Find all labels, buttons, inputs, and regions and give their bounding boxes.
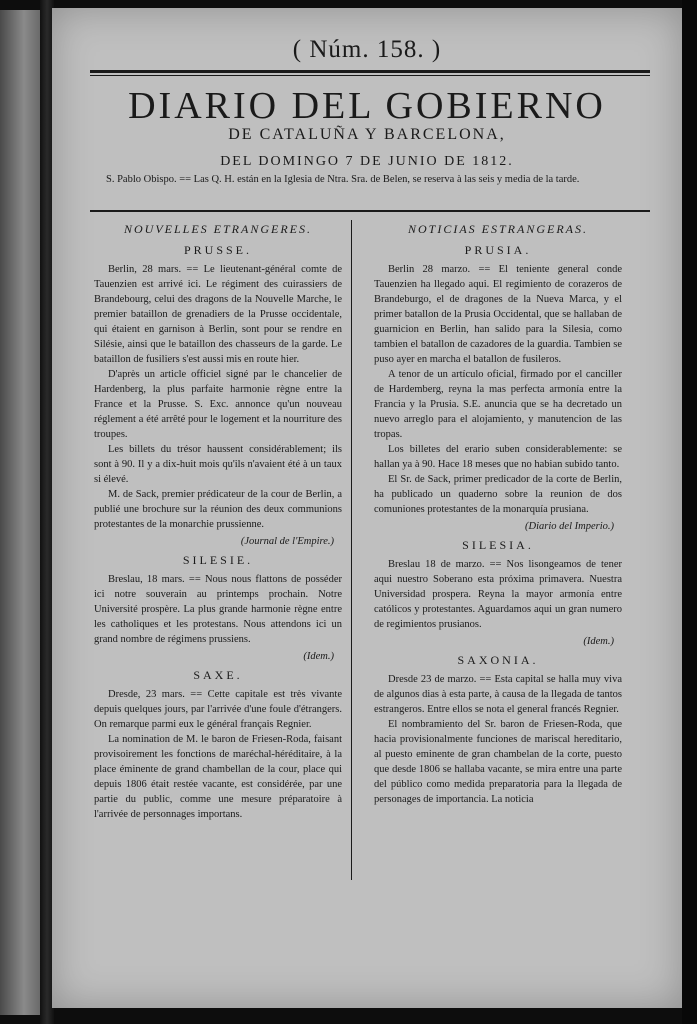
left-column xyxy=(94,222,342,822)
article-source: (Idem.) xyxy=(303,651,334,662)
article-paragraph: El Sr. de Sack, primer predicador de la corte de Berlin, ha publicado un quaderno sobre la reunion de dos comuniones protestantes de la monarquía prusiana. xyxy=(374,474,622,515)
saint-notice: S. Pablo Obispo. == Las Q. H. están en la Iglesia de Ntra. Sra. de Belen, se reserva à las seis y media de la tarde. xyxy=(106,174,580,185)
facing-page-edge xyxy=(0,10,40,1015)
section-heading: SILESIE. xyxy=(182,553,254,567)
article-paragraph: A tenor de un artículo oficial, firmado por el canciller de Hardemberg, reyna la mas perfecta armonía entre la Francia y la Prusia. S.E. anuncia que se ha decretado un nuevo arreglo para el alojamiento, y manutencion de las tropas. xyxy=(374,369,622,440)
article-paragraph: Breslau, 18 mars. == Nous nous flattons de posséder ici notre souverain au printemps prochain. Notre Université prospère. La plus grande harmonie règne entre les catholiques et les protestans. Nous attendons ici un grand nombre de régimens prussiens. xyxy=(94,574,342,645)
newspaper-page xyxy=(52,8,682,1008)
article-paragraph: Berlin 28 marzo. == El teniente general conde Tauenzien ha llegado aqui. El regimiento de corazeros de Brandeburgo, el de dragones de la Nueva Marca, y el primer batallon de la Prusia Occidental, que se hallaban de guarnicion en Berlin, han salido para la Silesia, como tambien el batallon de cazadores de la guardia. Tambien se puso ayer en marcha el batallon de fusileros. xyxy=(374,264,622,365)
article-paragraph: Dresde 23 de marzo. == Esta capital se halla muy viva de algunos dias à esta parte, à causa de la llegada de tantos estrangeros. Entre ellos se nota el general francés Regnier. xyxy=(374,674,622,715)
masthead-title: DIARIO DEL GOBIERNO xyxy=(128,85,606,127)
top-rule xyxy=(90,70,650,76)
article-source: (Journal de l'Empire.) xyxy=(240,536,334,547)
section-heading: SAXONIA. xyxy=(457,653,539,667)
article-paragraph: M. de Sack, premier prédicateur de la cour de Berlin, a publié une brochure sur la réunion des deux communions protestantes de la monarchie prussienne. xyxy=(94,489,342,530)
article-paragraph: La nomination de M. le baron de Friesen-Roda, faisant provisoirement les fonctions de maréchal-héréditaire, à la place éminente de grand chambellan de la cour, place qui depuis 1806 était restée vacante, est considérée, par une partie du public, comme une mesure préparatoire à l'arrivée de personnages importans. xyxy=(94,734,342,820)
issue-number: ( Núm. 158. ) xyxy=(292,36,442,63)
left-column-title: NOUVELLES ETRANGERES. xyxy=(124,222,312,236)
right-column-title: NOTICIAS ESTRANGERAS. xyxy=(408,222,588,236)
article-source: (Diario del Imperio.) xyxy=(525,521,614,532)
header-rule xyxy=(90,210,650,212)
section-heading: SILESIA. xyxy=(462,538,534,552)
section-heading: SAXE. xyxy=(193,668,243,682)
page-edge-shadow xyxy=(682,0,697,1024)
article-paragraph: Les billets du trésor haussent considérablement; ils sont à 90. Il y a dix-huit mois qu'ils n'avaient été à un taux si élevé. xyxy=(94,444,342,485)
article-paragraph: D'après un article officiel signé par le chancelier de Hardenberg, la plus parfaite harmonie règne entre la France et la Prusse. S. Exc. annonce qu'un nouveau réglement a été arrêté pour le logement et la nourriture des troupes. xyxy=(94,369,342,440)
article-paragraph: Dresde, 23 mars. == Cette capitale est très vivante depuis quelques jours, par l'arrivée d'une foule d'étrangers. On remarque parmi eux le général français Regnier. xyxy=(94,689,342,730)
article-paragraph: Berlin, 28 mars. == Le lieutenant-général comte de Tauenzien est arrivé ici. Le régiment des cuirassiers de Brandebourg, celui des dragons de la Nouvelle Marche, le premier bataillon de grenadiers de la Prusse occidentale, qui étaient en garnison à Berlin, sont pour se rendre en Silésie, ainsi que le bataillon des chasseurs de la garde. Le bataillon de fusiliers s'est aussi mis en route hier. xyxy=(94,264,342,365)
article-source: (Idem.) xyxy=(583,636,614,647)
article-paragraph: Breslau 18 de marzo. == Nos lisongeamos de tener aqui nuestro Soberano esta próxima primavera. Nuestra Universidad prospera. Reyna la mayor armonía entre católicos y protestantes. Aguardamos aqui un gran numero de regimientos prusianos. xyxy=(374,559,622,630)
section-heading: PRUSSE. xyxy=(183,243,253,257)
masthead-subtitle: DE CATALUÑA Y BARCELONA, xyxy=(228,126,506,143)
column-divider xyxy=(351,220,352,880)
article-paragraph: Los billetes del erario suben considerablemente: se hallan ya à 90. Hace 18 meses que no habian subido tanto. xyxy=(374,444,622,470)
section-heading: PRUSIA. xyxy=(464,243,532,257)
issue-date: DEL DOMINGO 7 DE JUNIO DE 1812. xyxy=(220,154,514,169)
article-paragraph: El nombramiento del Sr. baron de Friesen-Roda, que hacia provisionalmente funciones de mariscal hereditario, al puesto eminente de gran chambelan de la corte, puesto que desde 1806 se hallaba vacante, se mira entre una parte del público como medida preparatoria para la llegada de personages de importancia. La noticia xyxy=(374,719,622,805)
right-column xyxy=(374,222,622,807)
